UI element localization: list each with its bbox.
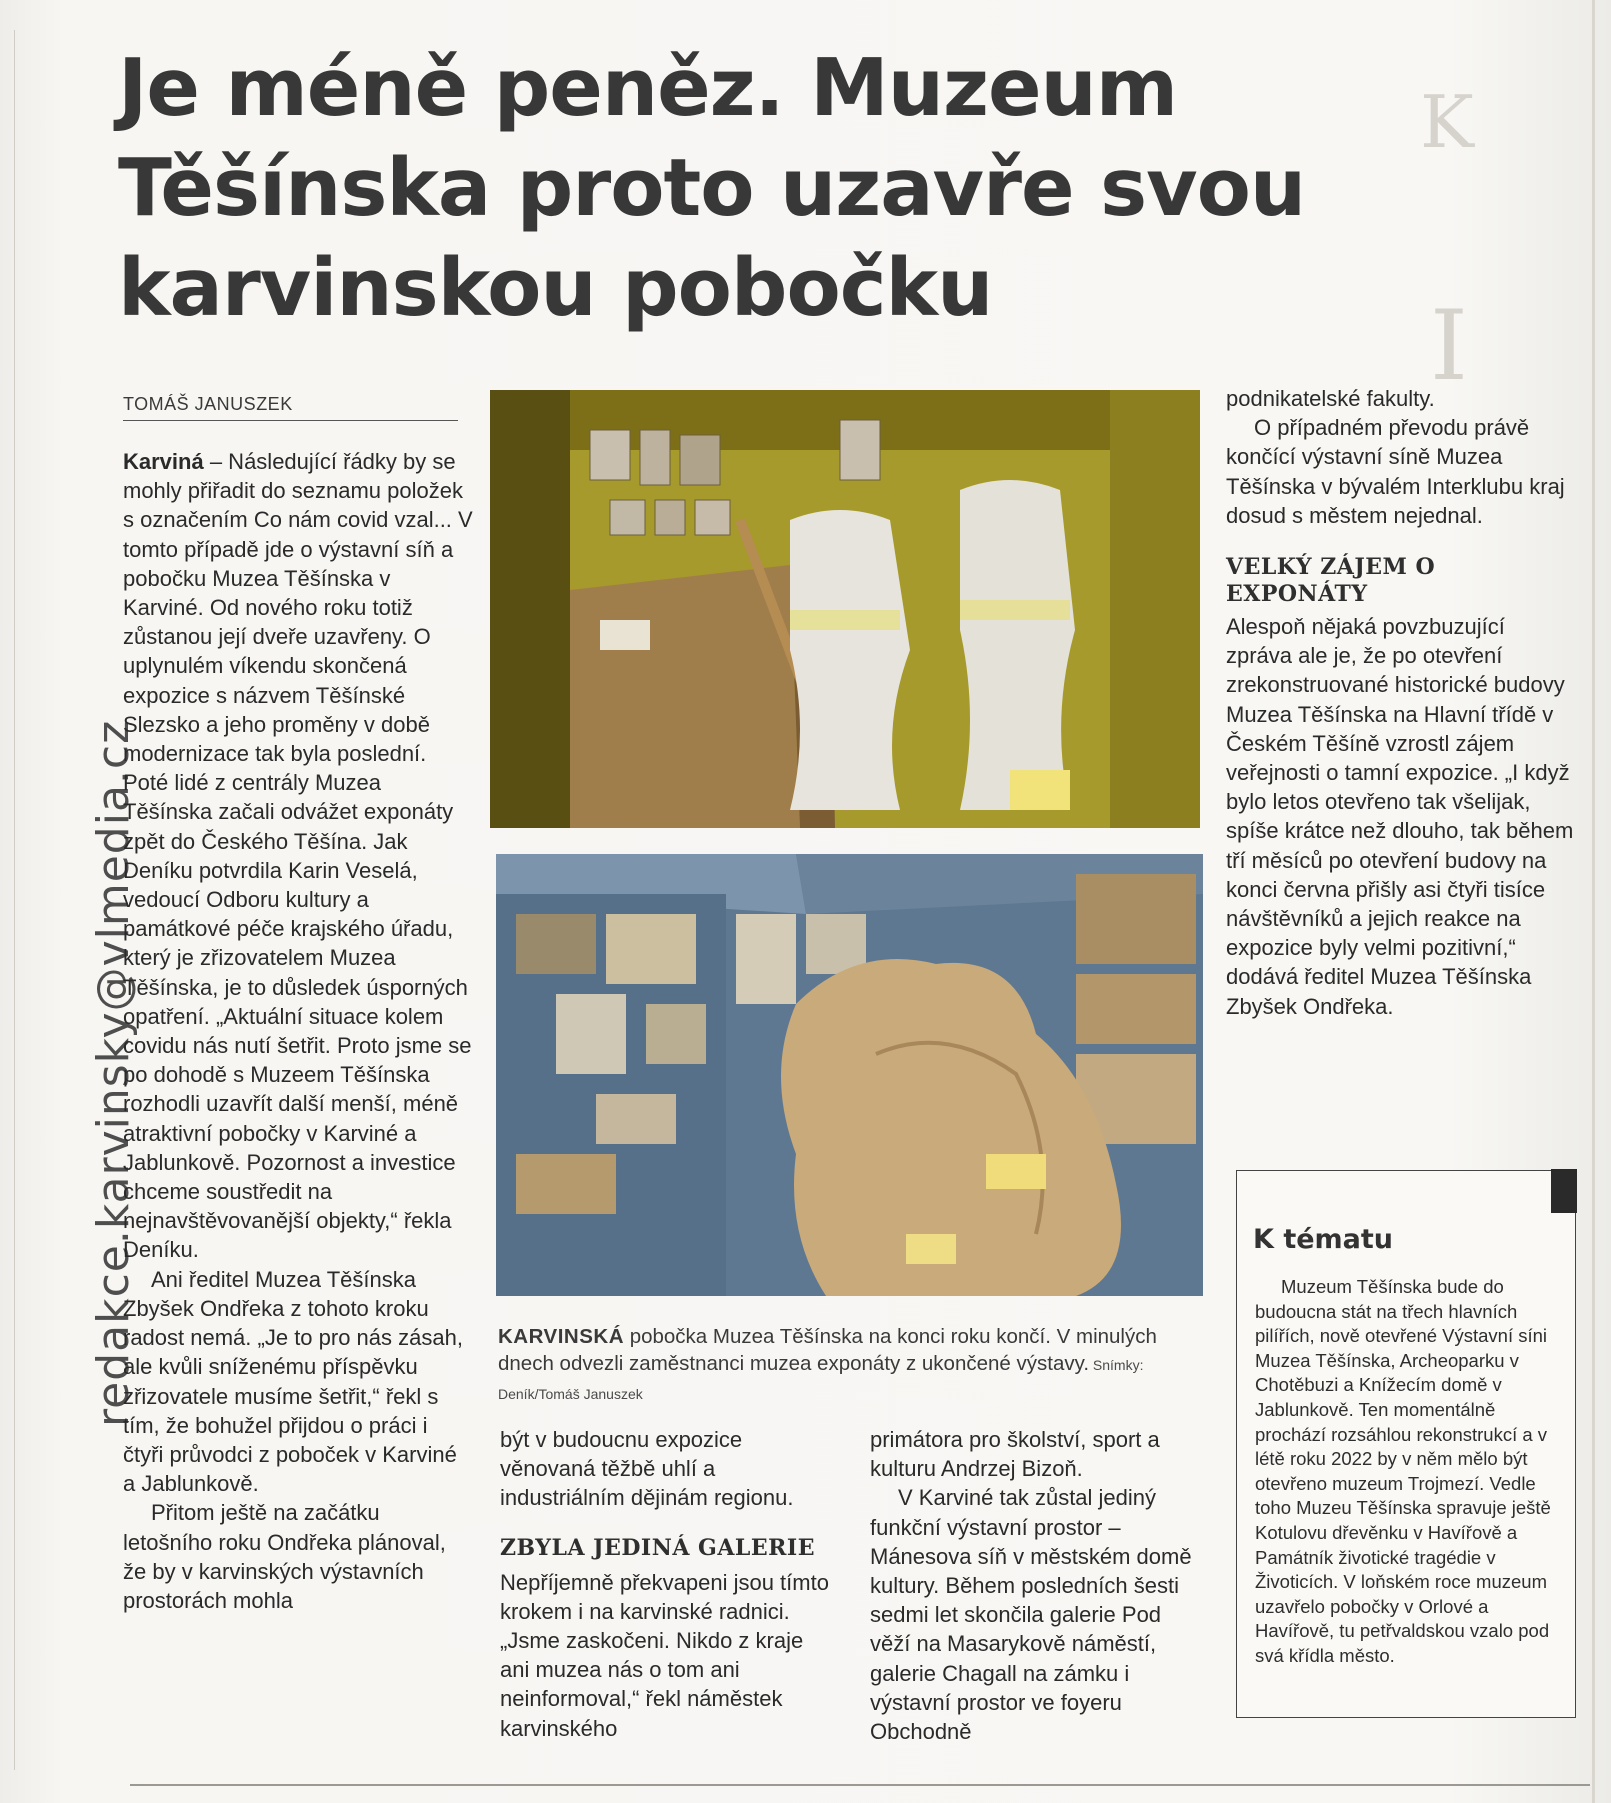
article-column-3 bbox=[870, 1425, 1200, 1746]
photo-mannequins bbox=[490, 390, 1200, 828]
article-column-2 bbox=[500, 1425, 830, 1743]
caption-lead: KARVINSKÁ bbox=[498, 1325, 624, 1348]
article-column-1 bbox=[123, 447, 473, 1615]
article-byline: TOMÁŠ JANUSZEK bbox=[123, 394, 458, 421]
article-column-4 bbox=[1226, 384, 1576, 1021]
paragraph bbox=[123, 447, 473, 1265]
section-subhead: ZBYLA JEDINÁ GALERIE bbox=[500, 1534, 815, 1561]
bleedthrough-text: I bbox=[1430, 290, 1468, 402]
paragraph-text: – Následující řádky by se mohly přiřadit do seznamu položek s označením Co nám covid vzal... V tomto případě jde o výstavní síň a pobočku Muzea Těšínska v Karviné. Od nového roku totiž zůstanou její dveře uzavřeny. O uplynulém víkendu skončená expozice s názvem Těšínské Slezsko a jeho proměny v době modernizace tak byla poslední. Poté lidé z centrály Muzea Těšínska začali odvážet exponáty zpět do Českého Těšína. Jak Deníku potvrdila Karin Veselá, vedoucí Odboru kultury a památkové péče krajského úřadu, který je zřizovatelem Muzea Těšínska, je to důsledek úsporných opatření. „Aktuální situace kolem covidu nás nutí šetřit. Proto jsme se po dohodě s Muzeem Těšínska rozhodli uzavřít další menší, méně atraktivní pobočky v Karviné a Jablunkově. Pozornost a investice chceme soustředit na nejnavštěvovanější objekty,“ řekla Deníku. bbox=[123, 449, 473, 1263]
topic-box bbox=[1236, 1170, 1576, 1718]
page-edge-shadow bbox=[1592, 0, 1595, 1803]
paragraph: Ani ředitel Muzea Těšínska Zbyšek Ondřeka z tohoto kroku radost nemá. „Je to pro nás zásah, ale kvůli sníženému příspěvku zřizovatele musíme šetřit,“ řekl s tím, že bohužel přijdou o práci i čtyři průvodci z poboček v Karviné a Jablunkově. bbox=[123, 1266, 463, 1497]
paragraph: Nepříjemně překvapeni jsou tímto krokem i na karvinské radnici. „Jsme zaskočeni. Nikdo z kraje ani muzea nás o tom ani neinformoval,“ řekl náměstek karvinského bbox=[500, 1569, 829, 1741]
paragraph: primátora pro školství, sport a kulturu Andrzej Bizoň. bbox=[870, 1427, 1160, 1482]
photo-caption bbox=[498, 1323, 1198, 1408]
photo-wrapped-exhibits bbox=[496, 854, 1203, 1296]
paragraph: O případném převodu právě končící výstavní síně Muzea Těšínska v bývalém Interklubu kraj dosud s městem nejednal. bbox=[1226, 415, 1565, 528]
dateline: Karviná bbox=[123, 449, 204, 474]
left-margin-rule bbox=[14, 30, 15, 1770]
paragraph: podnikatelské fakulty. bbox=[1226, 386, 1435, 411]
side-email-address: redakce.karvinsky@vlmedia.cz bbox=[88, 719, 139, 1427]
paragraph: být v budoucnu expozice věnovaná těžbě uhlí a industriálním dějinám regionu. bbox=[500, 1427, 794, 1511]
topic-box-text: Muzeum Těšínska bude do budoucna stát na třech hlavních pilířích, nově otevřené Výstavní síni Muzea Těšínska, Archeoparku v Chotěbuzi a Knížecím domě v Jablunkově. Ten momentálně prochází rozsáhlou rekonstrukcí a v létě roku 2022 by v něm mělo být otevřeno muzeum Trojmezí. Vedle toho Muzeu Těšínska spravuje ještě Kotulovu dřevěnku v Havířově a Památník životické tragédie v Životicích. V loňském roce muzeum uzavřelo pobočky v Orlové a Havířově, tu petřvaldskou vzalo pod svá křídla město. bbox=[1255, 1276, 1551, 1666]
paragraph: Alespoň nějaká povzbuzující zpráva ale je, že po otevření zrekonstruované historické budovy Muzea Těšínska na Hlavní třídě v Českém Těšíně vzrostl zájem veřejnosti o tamní expozice. „I když bylo letos otevřeno tak všelijak, spíše krátce než dlouho, tak během tří měsíců po otevření budovy na konci června přišly asi čtyři tisíce návštěvníků a jejich reakce na expozice byly velmi pozitivní,“ dodává ředitel Muzea Těšínska Zbyšek Ondřeka. bbox=[1226, 614, 1574, 1019]
topic-box-title: K tématu bbox=[1253, 1224, 1394, 1255]
paragraph: Přitom ještě na začátku letošního roku Ondřeka plánoval, že by v karvinských výstavních prostorách mohla bbox=[123, 1500, 446, 1613]
bottom-rule bbox=[130, 1784, 1590, 1786]
photo-credit: Snímky: Deník/Tomáš Januszek bbox=[498, 1357, 1144, 1402]
paragraph: V Karviné tak zůstal jediný funkční výstavní prostor – Mánesova síň v městském domě kultury. Během posledních šesti sedmi let skončila galerie Pod věží na Masarykově náměstí, galerie Chagall na zámku i výstavní prostor ve foyeru Obchodně bbox=[870, 1485, 1192, 1745]
article-headline: Je méně peněz. Muzeum Těšínska proto uzavře svou karvinskou pobočku bbox=[118, 42, 1306, 334]
bleedthrough-text: K bbox=[1420, 80, 1474, 164]
section-subhead: VELKÝ ZÁJEM O EXPONÁTY bbox=[1226, 554, 1436, 608]
caption-text: pobočka Muzea Těšínska na konci roku končí. V minulých dnech odvezli zaměstnanci muzea exponáty z ukončené výstavy. bbox=[498, 1325, 1157, 1375]
topic-box-tab bbox=[1551, 1169, 1577, 1213]
